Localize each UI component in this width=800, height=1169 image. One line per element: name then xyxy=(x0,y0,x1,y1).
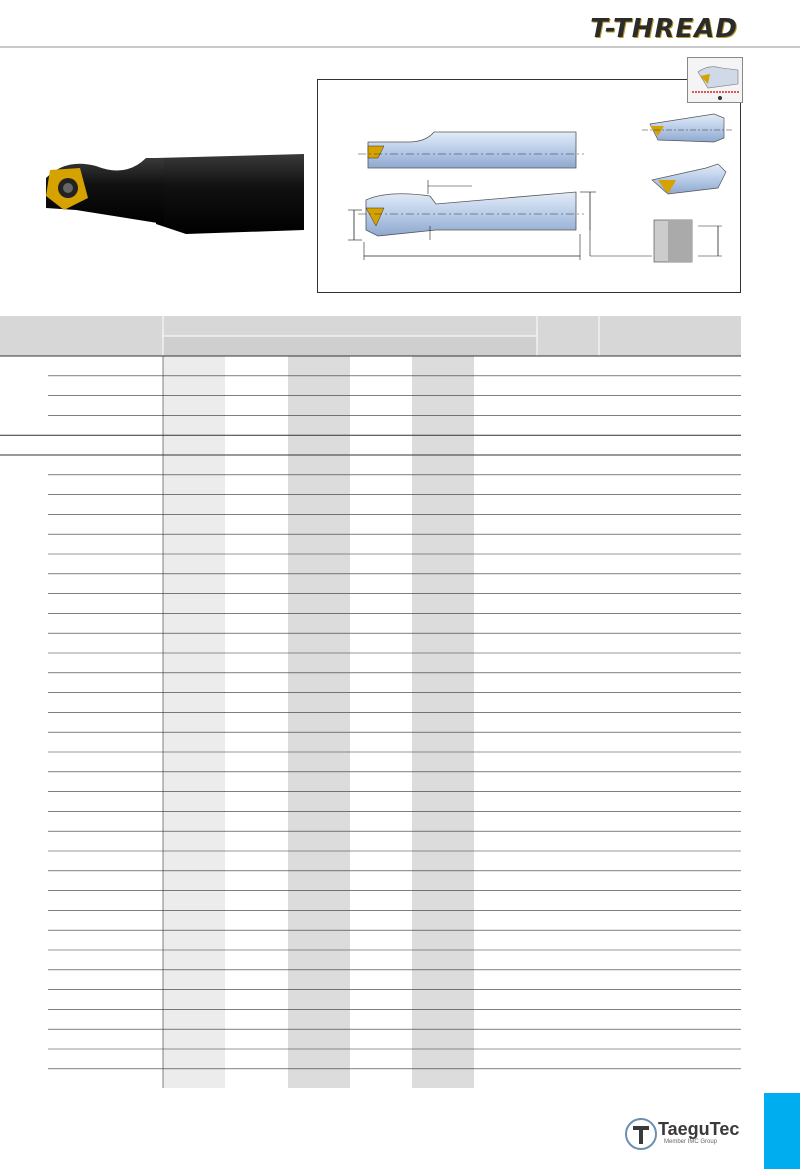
technical-drawing xyxy=(317,79,741,293)
boring-operation-icon xyxy=(687,57,743,103)
taegutec-logo-icon xyxy=(624,1114,658,1154)
tool-photo xyxy=(36,138,304,238)
specification-table xyxy=(0,316,741,1088)
section-tab[interactable] xyxy=(764,1093,800,1169)
shaded-column xyxy=(163,356,225,1088)
taegutec-logo xyxy=(624,1114,744,1154)
shaded-column xyxy=(412,356,474,1088)
logo-subtitle: Member IMC Group xyxy=(664,1139,718,1145)
table-subheader xyxy=(163,336,537,356)
shaded-column xyxy=(288,356,350,1088)
brand-title: T-THREAD xyxy=(590,14,738,44)
header-divider xyxy=(0,46,800,48)
logo-wordmark: TaeguTec xyxy=(658,1119,740,1139)
